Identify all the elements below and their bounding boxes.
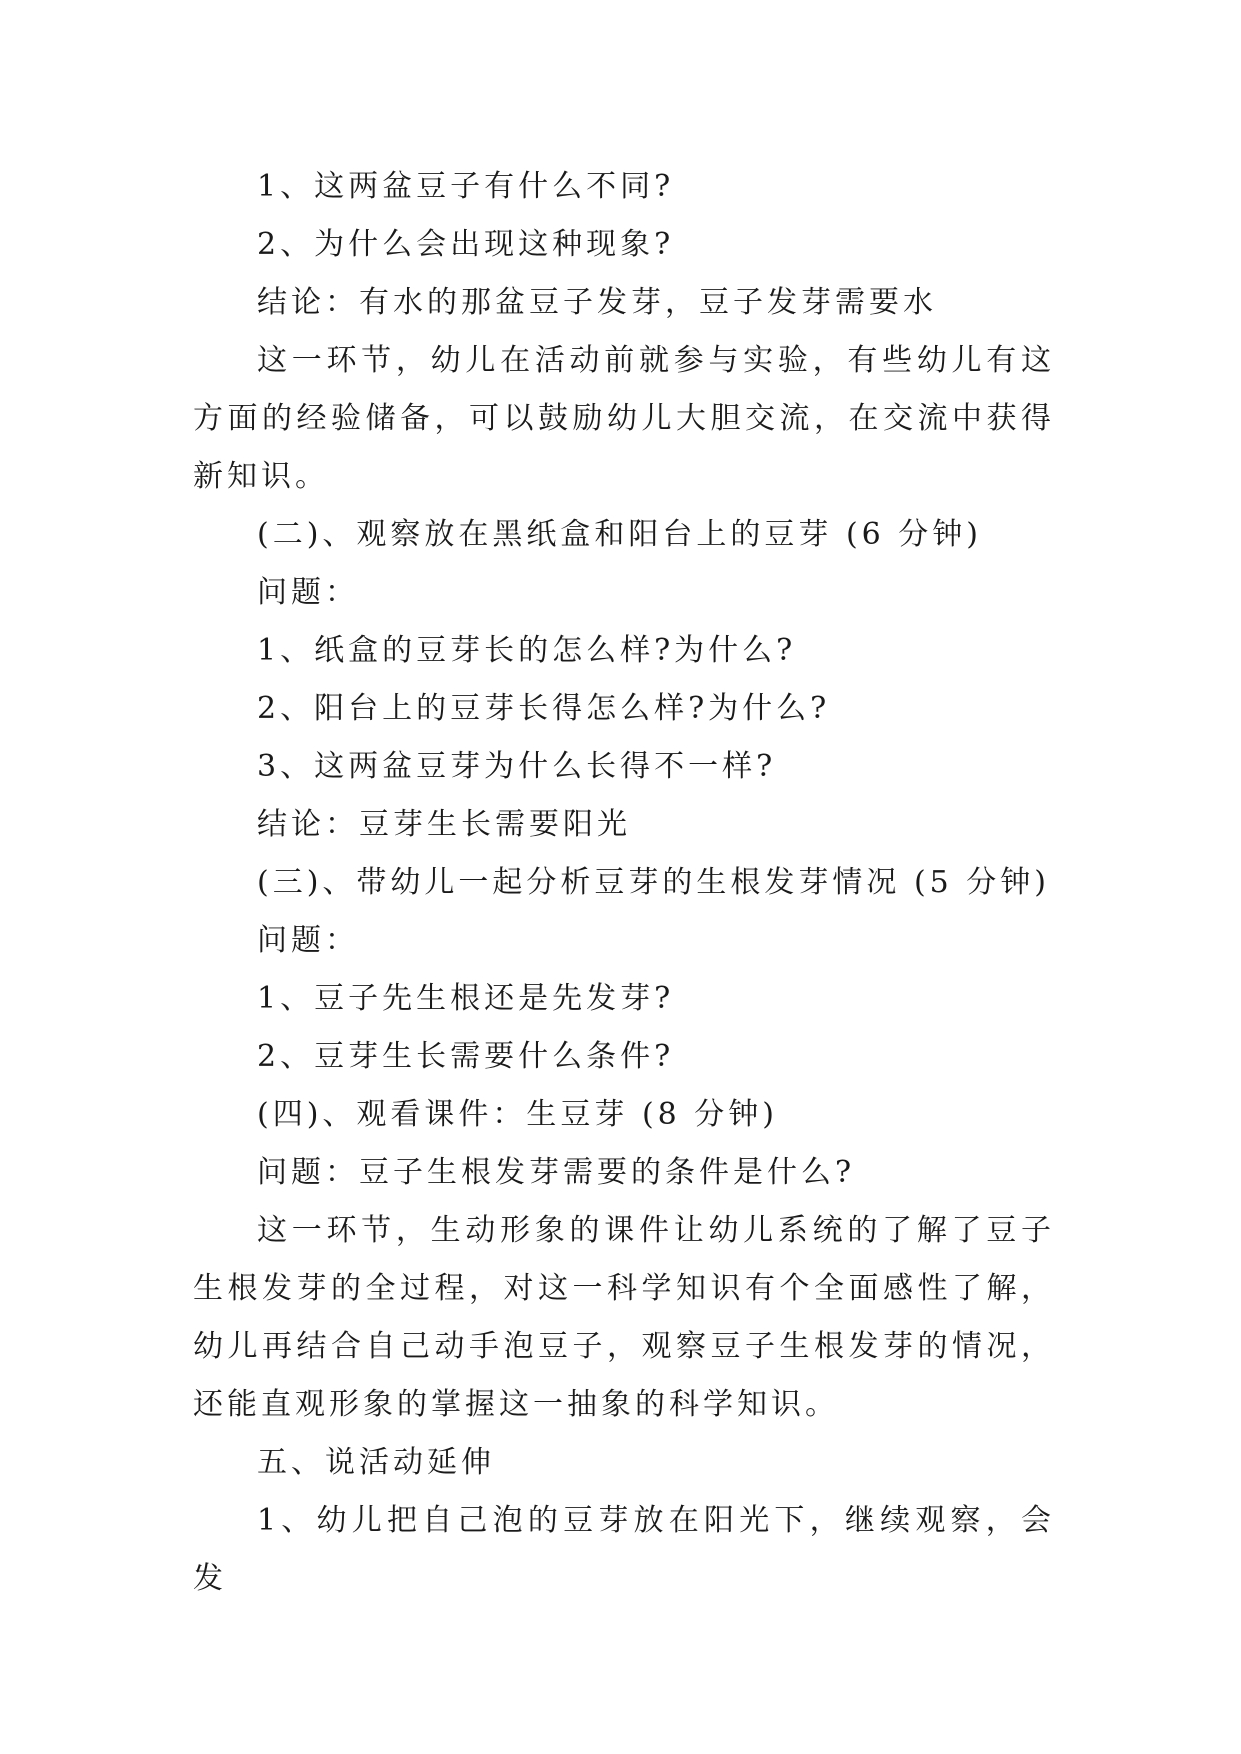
question-item: 问题：豆子生根发芽需要的条件是什么? — [257, 1155, 856, 1190]
section-heading: (三)、带幼儿一起分析豆芽的生根发芽情况 (5 分钟) — [257, 865, 1050, 900]
question-item: 1、纸盒的豆芽长的怎么样?为什么? — [257, 633, 797, 668]
question-item: 1、豆子先生根还是先发芽? — [257, 981, 675, 1016]
body-paragraph: 这一环节，幼儿在活动前就参与实验，有些幼儿有这方面的经验储备，可以鼓励幼儿大胆交流，在交流中获得新知识。 — [193, 343, 1055, 494]
body-paragraph: 1、幼儿把自己泡的豆芽放在阳光下，继续观察，会发 — [193, 1503, 1055, 1596]
question-label: 问题： — [257, 923, 359, 958]
document-body — [193, 158, 1055, 1608]
conclusion-text: 结论：豆芽生长需要阳光 — [257, 807, 631, 842]
body-paragraph: 这一环节，生动形象的课件让幼儿系统的了解了豆子生根发芽的全过程，对这一科学知识有个全面感性了解，幼儿再结合自己动手泡豆子，观察豆子生根发芽的情况，还能直观形象的掌握这一抽象的科学知识。 — [193, 1213, 1055, 1422]
question-item: 3、这两盆豆芽为什么长得不一样? — [257, 749, 777, 784]
question-item: 1、这两盆豆子有什么不同? — [257, 169, 675, 204]
section-heading: 五、说活动延伸 — [257, 1445, 495, 1480]
conclusion-text: 结论：有水的那盆豆子发芽，豆子发芽需要水 — [257, 285, 937, 320]
question-item: 2、阳台上的豆芽长得怎么样?为什么? — [257, 691, 831, 726]
section-heading: (四)、观看课件：生豆芽 (8 分钟) — [257, 1097, 778, 1132]
section-heading: (二)、观察放在黑纸盒和阳台上的豆芽 (6 分钟) — [257, 517, 982, 552]
question-item: 2、豆芽生长需要什么条件? — [257, 1039, 675, 1074]
question-label: 问题： — [257, 575, 359, 610]
question-item: 2、为什么会出现这种现象? — [257, 227, 675, 262]
